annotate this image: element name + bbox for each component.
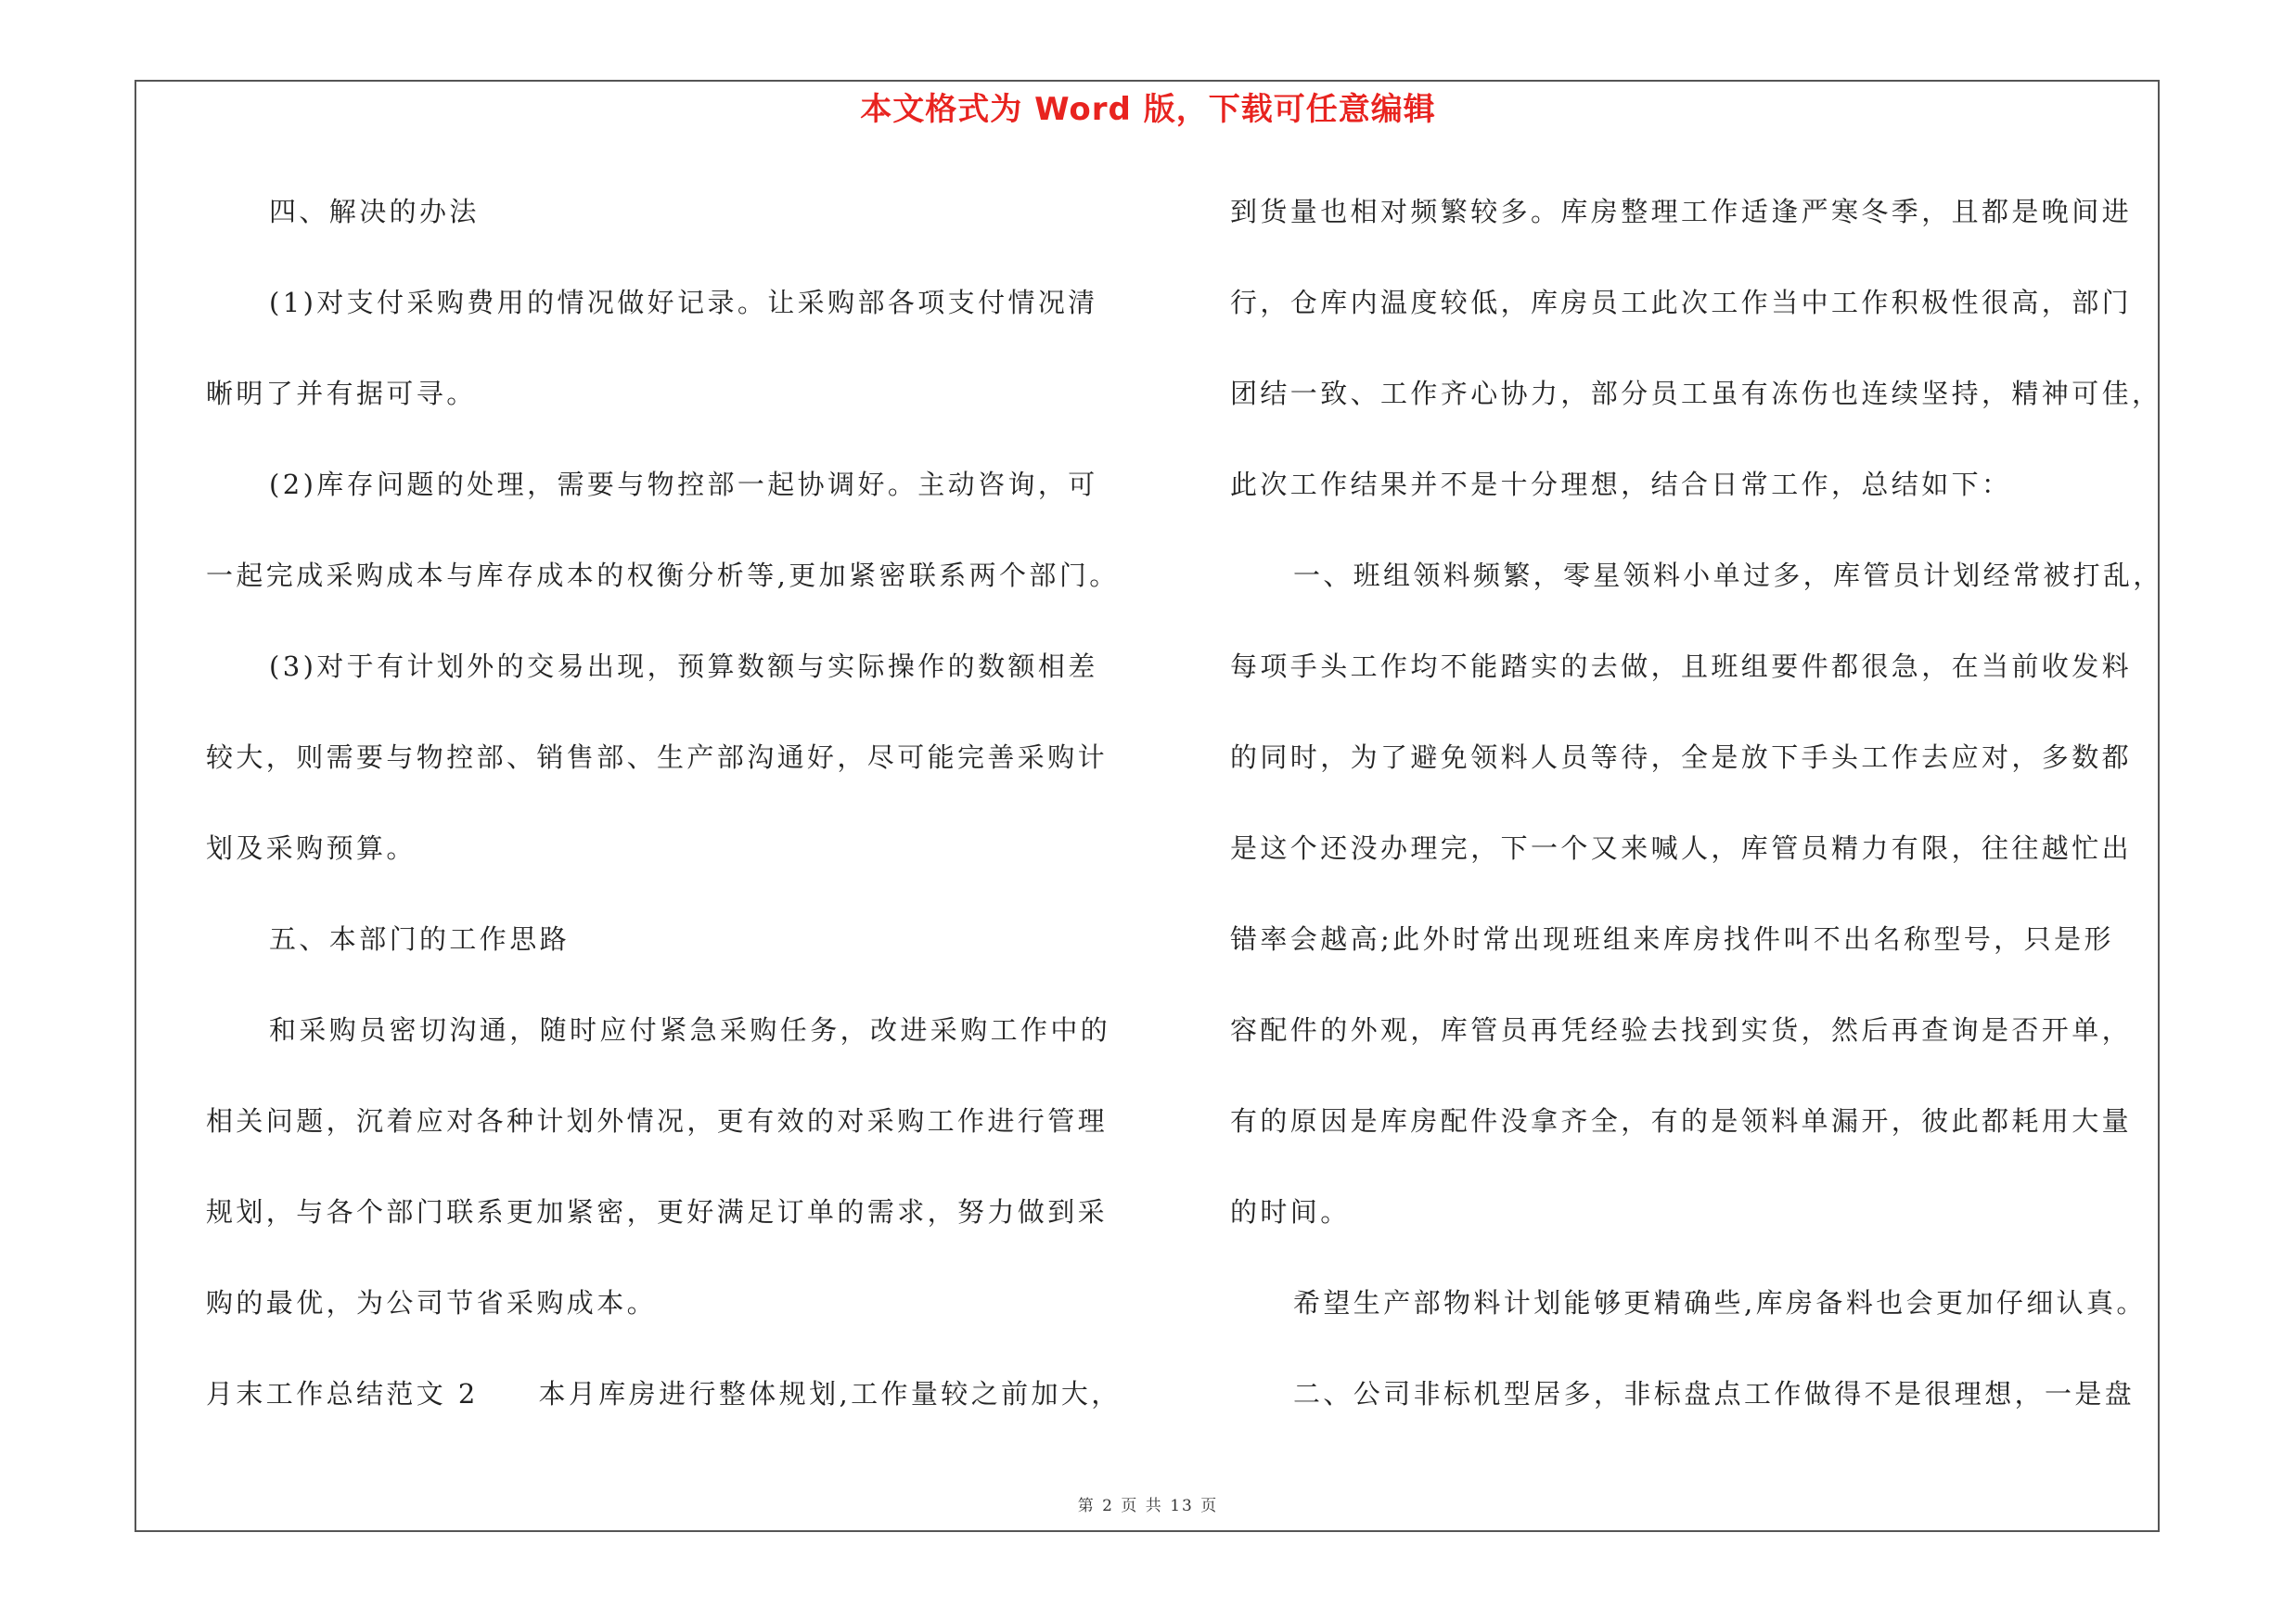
- paragraph-line: 的同时，为了避免领料人员等待，全是放下手头工作去应对，多数都: [1230, 741, 2133, 773]
- paragraph-line: 较大，则需要与物控部、销售部、生产部沟通好，尽可能完善采购计: [206, 741, 1109, 773]
- format-banner: 本文格式为 Word 版，下载可任意编辑: [860, 91, 1436, 128]
- paragraph-line: 月末工作总结范文 2 本月库房进行整体规划,工作量较之前加大，: [206, 1378, 1122, 1410]
- paragraph-line: 购的最优，为公司节省采购成本。: [206, 1287, 658, 1319]
- paragraph-line: (1)对支付采购费用的情况做好记录。让采购部各项支付情况清: [269, 287, 1098, 318]
- paragraph-line: 规划，与各个部门联系更加紧密，更好满足订单的需求，努力做到采: [206, 1196, 1109, 1228]
- paragraph-line: 一起完成采购成本与库存成本的权衡分析等,更加紧密联系两个部门。: [206, 560, 1120, 591]
- paragraph-line: 团结一致、工作齐心协力，部分员工虽有冻伤也连续坚持，精神可佳，: [1230, 378, 2162, 409]
- paragraph-line: 划及采购预算。: [206, 832, 417, 864]
- paragraph-line: 行，仓库内温度较低，库房员工此次工作当中工作积极性很高，部门: [1230, 287, 2133, 318]
- page-number: 第 2 页 共 13 页: [1077, 1497, 1219, 1515]
- paragraph-line: 晰明了并有据可寻。: [206, 378, 477, 409]
- paragraph-line: 每项手头工作均不能踏实的去做，且班组要件都很急，在当前收发料: [1230, 650, 2133, 682]
- paragraph-line: 五、本部门的工作思路: [269, 923, 571, 955]
- paragraph-line: 错率会越高;此外时常出现班组来库房找件叫不出名称型号，只是形: [1230, 923, 2114, 955]
- paragraph-line: 相关问题，沉着应对各种计划外情况，更有效的对采购工作进行管理: [206, 1105, 1109, 1137]
- paragraph-line: 希望生产部物料计划能够更精确些,库房备料也会更加仔细认真。: [1293, 1287, 2147, 1319]
- paragraph-line: (2)库存问题的处理，需要与物控部一起协调好。主动咨询，可: [269, 469, 1098, 500]
- paragraph-line: 有的原因是库房配件没拿齐全，有的是领料单漏开，彼此都耗用大量: [1230, 1105, 2133, 1137]
- paragraph-line: 四、解决的办法: [269, 196, 480, 227]
- paragraph-line: 的时间。: [1230, 1196, 1351, 1228]
- paragraph-line: 到货量也相对频繁较多。库房整理工作适逢严寒冬季，且都是晚间进: [1230, 196, 2133, 227]
- paragraph-line: 是这个还没办理完，下一个又来喊人，库管员精力有限，往往越忙出: [1230, 832, 2133, 864]
- paragraph-line: 和采购员密切沟通，随时应付紧急采购任务，改进采购工作中的: [269, 1014, 1111, 1046]
- paragraph-line: 此次工作结果并不是十分理想，结合日常工作，总结如下：: [1230, 469, 2012, 500]
- paragraph-line: (3)对于有计划外的交易出现，预算数额与实际操作的数额相差: [269, 650, 1098, 682]
- paragraph-line: 二、公司非标机型居多，非标盘点工作做得不是很理想，一是盘: [1293, 1378, 2136, 1410]
- paragraph-line: 容配件的外观，库管员再凭经验去找到实货，然后再查询是否开单，: [1230, 1014, 2133, 1046]
- paragraph-line: 一、班组领料频繁，零星领料小单过多，库管员计划经常被打乱，: [1293, 560, 2163, 591]
